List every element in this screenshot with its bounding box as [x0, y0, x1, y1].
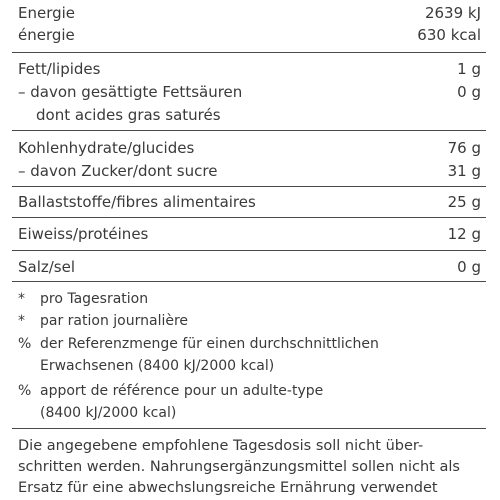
footnote-text: apport de référence pour un adulte-type: [40, 383, 324, 399]
disclaimer-line: schritten werden. Nahrungsergänzungsmittel sollen nicht als: [18, 459, 460, 475]
sugar-row: [18, 160, 481, 182]
footnote-text: par ration journalière: [40, 313, 189, 329]
saturated-fat-row: [18, 81, 481, 103]
footnote: [18, 380, 323, 402]
protein-row: [18, 223, 481, 245]
protein-value: 12 g: [447, 225, 481, 243]
protein-label: Eiweiss/protéines: [18, 225, 149, 243]
footnote-text: (8400 kJ/2000 kcal): [40, 405, 177, 421]
fat-row: [18, 58, 481, 80]
sugar-value: 31 g: [447, 162, 481, 180]
disclaimer-line: Ersatz für eine abwechslungsreiche Ernährung verwendet: [18, 480, 438, 496]
footnote-mark: %: [18, 336, 32, 352]
footnote: [18, 402, 176, 424]
salt-row: [18, 256, 481, 278]
carbs-value: 76 g: [447, 139, 481, 157]
energy-kcal-label: énergie: [18, 26, 75, 44]
energy-kj-value: 2639 kJ: [424, 4, 481, 22]
divider: [12, 217, 486, 218]
divider: [12, 52, 486, 53]
saturated-fat-value: 0 g: [457, 83, 481, 101]
footnote-text: der Referenzmenge für einen durchschnittlichen: [40, 336, 379, 352]
sugar-label: – davon Zucker/dont sucre: [18, 162, 218, 180]
fat-label: Fett/lipides: [18, 60, 101, 78]
carbs-row: [18, 137, 481, 159]
fibre-row: [18, 191, 481, 213]
footnote: [18, 355, 274, 377]
footnote-mark: %: [18, 383, 32, 399]
energy-kcal-row: [18, 24, 481, 46]
fat-value: 1 g: [457, 60, 481, 78]
footnote-text: pro Tagesration: [40, 291, 149, 307]
disclaimer-line: Die angegebene empfohlene Tagesdosis soll nicht über-: [18, 438, 424, 454]
divider: [12, 428, 486, 429]
footnote-mark: *: [18, 291, 25, 307]
footnote-mark: *: [18, 313, 25, 329]
footnote: [18, 310, 188, 332]
saturated-fat-fr-label: dont acides gras saturés: [36, 106, 221, 124]
divider: [12, 130, 486, 131]
footnote-text: Erwachsenen (8400 kJ/2000 kcal): [40, 358, 275, 374]
footnote: [18, 288, 148, 310]
divider: [12, 281, 486, 282]
salt-value: 0 g: [457, 258, 481, 276]
fibre-value: 25 g: [447, 193, 481, 211]
saturated-fat-label: – davon gesättigte Fettsäuren: [18, 83, 243, 101]
footnote: [18, 333, 379, 355]
divider: [12, 186, 486, 187]
carbs-label: Kohlenhydrate/glucides: [18, 139, 195, 157]
salt-label: Salz/sel: [18, 258, 76, 276]
fibre-label: Ballaststoffe/fibres alimentaires: [18, 193, 256, 211]
saturated-fat-fr-row: [18, 104, 481, 126]
divider: [12, 250, 486, 251]
energy-kcal-value: 630 kcal: [417, 26, 481, 44]
energy-kj-row: [18, 2, 481, 24]
energy-kj-label: Energie: [18, 4, 76, 22]
